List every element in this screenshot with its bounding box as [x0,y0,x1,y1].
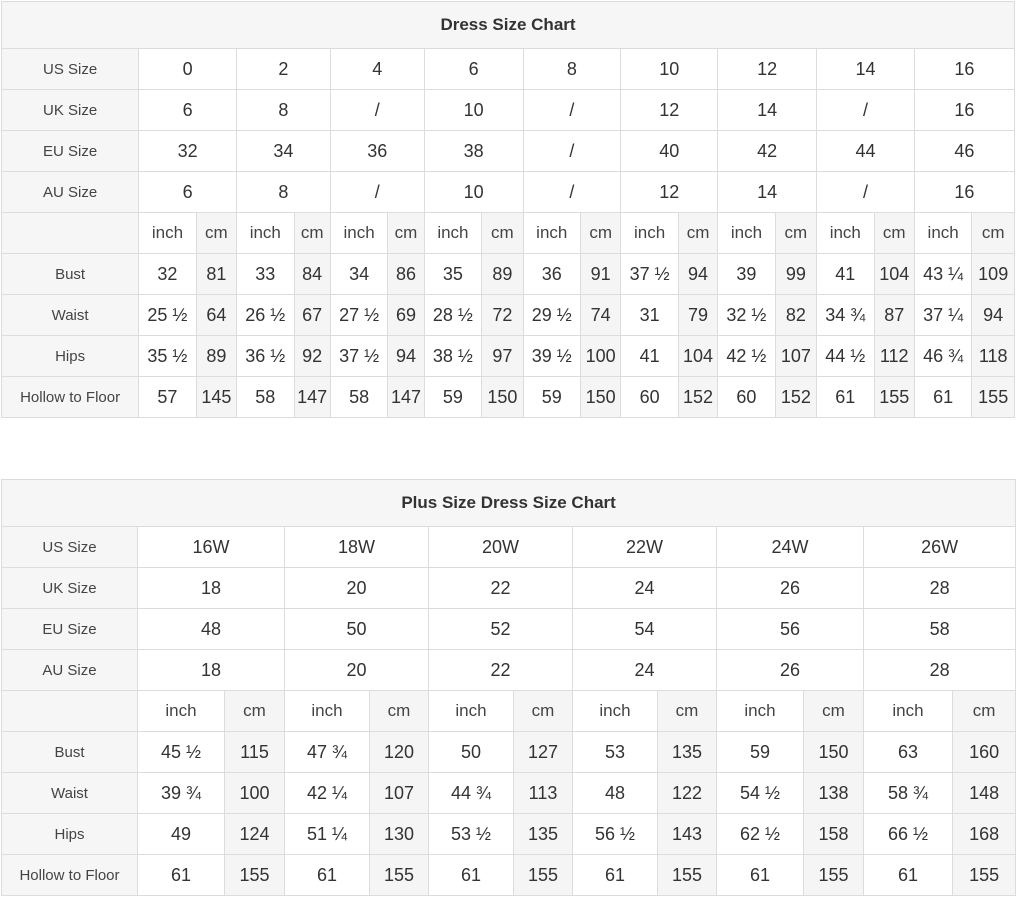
inch-value: 44 ½ [817,336,875,377]
size-value: 12 [621,172,718,213]
size-value: 48 [138,609,285,650]
unit-cm-label: cm [678,213,717,254]
size-value: 24 [573,650,717,691]
cm-value: 100 [581,336,621,377]
inch-value: 33 [237,254,295,295]
cm-value: 86 [388,254,424,295]
size-value: 12 [718,49,817,90]
size-value: 14 [817,49,915,90]
inch-value: 35 ½ [139,336,197,377]
plus-size-chart-body [2,480,1016,896]
cm-value: 82 [775,295,816,336]
inch-value: 61 [717,855,804,896]
measure-row-hips [2,814,1016,855]
size-value: 10 [424,172,523,213]
cm-value: 64 [196,295,236,336]
size-value: 28 [864,650,1016,691]
row-label: Hollow to Floor [2,855,138,896]
row-label: EU Size [2,609,138,650]
cm-value: 155 [972,377,1015,418]
size-value: 56 [717,609,864,650]
size-value: 28 [864,568,1016,609]
cm-value: 89 [196,336,236,377]
chart-title: Dress Size Chart [2,2,1015,49]
inch-value: 43 ¼ [914,254,972,295]
size-value: 8 [523,49,621,90]
row-label: EU Size [2,131,139,172]
size-value: 6 [139,172,237,213]
cm-value: 87 [874,295,914,336]
unit-inch-label: inch [817,213,875,254]
unit-inch-label: inch [573,691,658,732]
size-value: 12 [621,90,718,131]
size-value: 4 [330,49,424,90]
size-value: 6 [424,49,523,90]
size-value: 52 [429,609,573,650]
size-value: 24W [717,527,864,568]
size-value: 40 [621,131,718,172]
row-label: Bust [2,732,138,773]
inch-value: 54 ½ [717,773,804,814]
inch-value: 53 [573,732,658,773]
cm-value: 99 [775,254,816,295]
cm-value: 150 [482,377,523,418]
size-value: 16 [914,90,1014,131]
inch-value: 66 ½ [864,814,953,855]
unit-cm-label: cm [972,213,1015,254]
unit-cm-label: cm [196,213,236,254]
inch-value: 36 ½ [237,336,295,377]
size-value: 6 [139,90,237,131]
unit-inch-label: inch [864,691,953,732]
inch-value: 48 [573,773,658,814]
row-label: UK Size [2,568,138,609]
inch-value: 49 [138,814,225,855]
size-value: 34 [237,131,331,172]
size-row-us-size [2,527,1016,568]
unit-inch-label: inch [429,691,514,732]
cm-value: 145 [196,377,236,418]
cm-value: 69 [388,295,424,336]
cm-value: 81 [196,254,236,295]
cm-value: 104 [874,254,914,295]
inch-value: 31 [621,295,679,336]
size-value: 50 [285,609,429,650]
size-row-uk-size [2,90,1015,131]
cm-value: 84 [294,254,330,295]
unit-cm-label: cm [514,691,573,732]
unit-inch-label: inch [717,691,804,732]
size-value: / [817,172,915,213]
cm-value: 74 [581,295,621,336]
inch-value: 53 ½ [429,814,514,855]
size-value: 2 [237,49,331,90]
cm-value: 168 [953,814,1016,855]
title-row [2,480,1016,527]
size-value: 58 [864,609,1016,650]
size-value: 8 [237,172,331,213]
row-label: UK Size [2,90,139,131]
cm-value: 94 [678,254,717,295]
inch-value: 61 [817,377,875,418]
cm-value: 152 [678,377,717,418]
cm-value: 148 [953,773,1016,814]
size-value: 10 [424,90,523,131]
size-value: 32 [139,131,237,172]
inch-value: 38 ½ [424,336,482,377]
row-label: AU Size [2,650,138,691]
inch-value: 61 [914,377,972,418]
unit-header-blank [2,691,138,732]
cm-value: 97 [482,336,523,377]
inch-value: 63 [864,732,953,773]
cm-value: 115 [225,732,285,773]
cm-value: 67 [294,295,330,336]
size-value: 10 [621,49,718,90]
size-value: 54 [573,609,717,650]
inch-value: 35 [424,254,482,295]
cm-value: 147 [388,377,424,418]
measure-row-bust [2,254,1015,295]
size-value: / [523,90,621,131]
inch-value: 51 ¼ [285,814,370,855]
inch-value: 56 ½ [573,814,658,855]
inch-value: 62 ½ [717,814,804,855]
row-label: Bust [2,254,139,295]
size-row-au-size [2,172,1015,213]
cm-value: 160 [953,732,1016,773]
unit-inch-label: inch [139,213,197,254]
cm-value: 107 [370,773,429,814]
size-value: 24 [573,568,717,609]
inch-value: 34 ¾ [817,295,875,336]
size-value: 44 [817,131,915,172]
inch-value: 42 ¼ [285,773,370,814]
unit-header-blank [2,213,139,254]
measure-row-hips [2,336,1015,377]
inch-value: 41 [621,336,679,377]
measure-row-bust [2,732,1016,773]
measure-row-hollow-to-floor [2,377,1015,418]
size-value: 16 [914,49,1014,90]
inch-value: 34 [330,254,388,295]
cm-value: 135 [658,732,717,773]
size-value: / [817,90,915,131]
cm-value: 155 [874,377,914,418]
unit-cm-label: cm [775,213,816,254]
cm-value: 94 [388,336,424,377]
size-value: 20 [285,568,429,609]
size-row-uk-size [2,568,1016,609]
row-label: Waist [2,773,138,814]
size-value: / [523,172,621,213]
inch-value: 59 [717,732,804,773]
cm-value: 130 [370,814,429,855]
measure-row-hollow-to-floor [2,855,1016,896]
unit-cm-label: cm [388,213,424,254]
inch-value: 29 ½ [523,295,581,336]
inch-value: 61 [429,855,514,896]
inch-value: 25 ½ [139,295,197,336]
size-value: 46 [914,131,1014,172]
inch-value: 37 ½ [621,254,679,295]
measure-row-waist [2,295,1015,336]
size-value: / [523,131,621,172]
row-label: US Size [2,49,139,90]
cm-value: 122 [658,773,717,814]
cm-value: 118 [972,336,1015,377]
row-label: AU Size [2,172,139,213]
cm-value: 135 [514,814,573,855]
unit-inch-label: inch [523,213,581,254]
size-value: 22 [429,650,573,691]
unit-cm-label: cm [953,691,1016,732]
cm-value: 94 [972,295,1015,336]
plus-size-chart-table [1,479,1016,896]
inch-value: 44 ¾ [429,773,514,814]
unit-cm-label: cm [874,213,914,254]
size-row-au-size [2,650,1016,691]
unit-inch-label: inch [237,213,295,254]
inch-value: 58 [237,377,295,418]
title-row [2,2,1015,49]
chart-title: Plus Size Dress Size Chart [2,480,1016,527]
cm-value: 155 [225,855,285,896]
dress-size-chart-table [1,1,1015,418]
cm-value: 152 [775,377,816,418]
inch-value: 32 [139,254,197,295]
unit-inch-label: inch [718,213,776,254]
cm-value: 150 [804,732,864,773]
inch-value: 60 [718,377,776,418]
measure-row-waist [2,773,1016,814]
cm-value: 120 [370,732,429,773]
inch-value: 58 [330,377,388,418]
unit-cm-label: cm [482,213,523,254]
unit-inch-label: inch [285,691,370,732]
unit-header-row [2,691,1016,732]
cm-value: 158 [804,814,864,855]
inch-value: 45 ½ [138,732,225,773]
cm-value: 104 [678,336,717,377]
inch-value: 59 [424,377,482,418]
inch-value: 41 [817,254,875,295]
inch-value: 60 [621,377,679,418]
inch-value: 26 ½ [237,295,295,336]
size-value: 38 [424,131,523,172]
size-value: 42 [718,131,817,172]
cm-value: 150 [581,377,621,418]
size-value: 18 [138,568,285,609]
unit-inch-label: inch [914,213,972,254]
cm-value: 155 [953,855,1016,896]
unit-cm-label: cm [370,691,429,732]
inch-value: 61 [573,855,658,896]
size-value: 0 [139,49,237,90]
inch-value: 58 ¾ [864,773,953,814]
size-value: 20 [285,650,429,691]
cm-value: 147 [294,377,330,418]
cm-value: 155 [658,855,717,896]
unit-cm-label: cm [225,691,285,732]
cm-value: 155 [804,855,864,896]
inch-value: 37 ¼ [914,295,972,336]
inch-value: 27 ½ [330,295,388,336]
inch-value: 39 [718,254,776,295]
cm-value: 109 [972,254,1015,295]
row-label: Hips [2,336,139,377]
cm-value: 155 [370,855,429,896]
cm-value: 89 [482,254,523,295]
size-row-us-size [2,49,1015,90]
unit-inch-label: inch [424,213,482,254]
inch-value: 59 [523,377,581,418]
cm-value: 143 [658,814,717,855]
cm-value: 79 [678,295,717,336]
cm-value: 127 [514,732,573,773]
cm-value: 113 [514,773,573,814]
inch-value: 46 ¾ [914,336,972,377]
row-label: Hollow to Floor [2,377,139,418]
inch-value: 36 [523,254,581,295]
size-value: 26 [717,650,864,691]
size-value: 16 [914,172,1014,213]
size-value: 14 [718,90,817,131]
row-label: Hips [2,814,138,855]
inch-value: 39 ¾ [138,773,225,814]
size-row-eu-size [2,131,1015,172]
row-label: Waist [2,295,139,336]
size-value: / [330,90,424,131]
inch-value: 28 ½ [424,295,482,336]
unit-inch-label: inch [330,213,388,254]
size-value: / [330,172,424,213]
unit-inch-label: inch [138,691,225,732]
cm-value: 138 [804,773,864,814]
inch-value: 61 [138,855,225,896]
size-value: 16W [138,527,285,568]
cm-value: 100 [225,773,285,814]
inch-value: 57 [139,377,197,418]
cm-value: 155 [514,855,573,896]
cm-value: 92 [294,336,330,377]
cm-value: 91 [581,254,621,295]
unit-cm-label: cm [804,691,864,732]
inch-value: 37 ½ [330,336,388,377]
size-value: 22W [573,527,717,568]
size-value: 20W [429,527,573,568]
unit-cm-label: cm [294,213,330,254]
size-value: 18W [285,527,429,568]
cm-value: 72 [482,295,523,336]
unit-header-row [2,213,1015,254]
unit-cm-label: cm [581,213,621,254]
dress-size-chart-body [2,2,1015,418]
inch-value: 50 [429,732,514,773]
inch-value: 47 ¾ [285,732,370,773]
row-label: US Size [2,527,138,568]
unit-inch-label: inch [621,213,679,254]
unit-cm-label: cm [658,691,717,732]
size-value: 26W [864,527,1016,568]
size-value: 18 [138,650,285,691]
cm-value: 124 [225,814,285,855]
inch-value: 61 [864,855,953,896]
cm-value: 107 [775,336,816,377]
size-value: 26 [717,568,864,609]
inch-value: 32 ½ [718,295,776,336]
cm-value: 112 [874,336,914,377]
size-row-eu-size [2,609,1016,650]
size-value: 22 [429,568,573,609]
size-value: 8 [237,90,331,131]
size-value: 14 [718,172,817,213]
inch-value: 39 ½ [523,336,581,377]
size-value: 36 [330,131,424,172]
inch-value: 42 ½ [718,336,776,377]
inch-value: 61 [285,855,370,896]
